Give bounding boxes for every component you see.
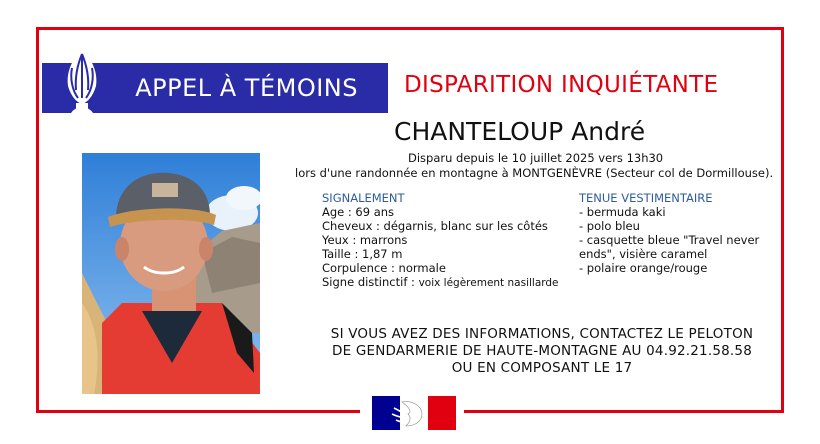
description-mark-value: voix légèrement nasillarde [418,277,559,289]
clothing-item: - polo bleu [579,219,640,233]
description-height: Taille : 1,87 m [322,247,403,261]
contact-info [302,326,782,377]
contact-line: SI VOUS AVEZ DES INFORMATIONS, CONTACTEZ LE PELOTON [330,326,754,342]
missing-person-photo [82,153,260,394]
headline: DISPARITION INQUIÉTANTE [404,72,719,98]
description-age: Age : 69 ans [322,205,395,219]
description-eyes: Yeux : marrons [322,233,408,247]
appeal-banner-label: APPEL À TÉMOINS [135,74,358,102]
disappearance-date: Disparu depuis le 10 juillet 2025 vers 13h30 [408,151,664,165]
description-mark-label: Signe distinctif : [322,275,415,289]
marianne-logo-icon [372,396,456,430]
clothing-item: - casquette bleue "Travel never [579,233,760,247]
contact-line: DE GENDARMERIE DE HAUTE-MONTAGNE AU 04.92.21.58.58 [332,343,752,359]
person-name: CHANTELOUP André [394,117,646,146]
clothing-item: ends", visière caramel [579,247,708,261]
description-hair: Cheveux : dégarnis, blanc sur les côtés [322,219,548,233]
clothing-item: - polaire orange/rouge [579,261,708,275]
gendarmerie-grenade-icon [58,46,106,136]
clothing-item: - bermuda kaki [579,205,666,219]
description-build: Corpulence : normale [322,261,446,275]
description-list [322,205,559,290]
clothing-title: TENUE VESTIMENTAIRE [579,191,713,205]
description-title: SIGNALEMENT [322,191,405,205]
disappearance-context: lors d'une randonnée en montagne à MONTGENÈVRE (Secteur col de Dormillouse). [295,166,774,180]
description-mark [322,275,559,290]
clothing-list [579,205,759,275]
contact-line: OU EN COMPOSANT LE 17 [451,360,633,376]
